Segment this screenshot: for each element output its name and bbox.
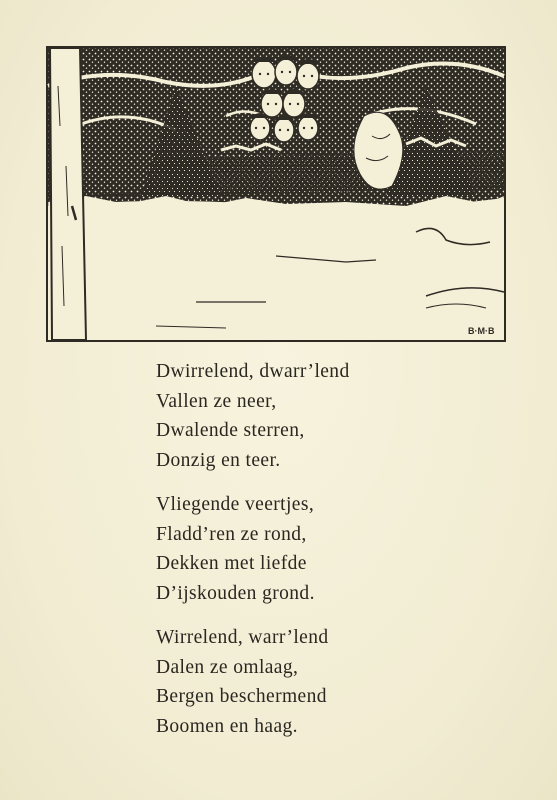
- stanza: [156, 357, 456, 475]
- stanza: [156, 623, 456, 741]
- poem-line: Bergen beschermend: [156, 686, 327, 707]
- winter-scene-illustration: [46, 46, 506, 342]
- artist-monogram: B·M·B: [468, 326, 495, 336]
- poem-line: Fladd’ren ze rond,: [156, 523, 307, 545]
- stanza: [156, 490, 456, 608]
- poem-line: Dekken met liefde: [156, 553, 307, 574]
- poem-line: Dwirrelend, dwarr’lend: [156, 361, 350, 382]
- poem-line: Dalen ze omlaag,: [156, 656, 299, 678]
- poem-line: Vliegende veertjes,: [156, 494, 315, 515]
- poem-line: Vallen ze neer,: [156, 390, 277, 412]
- poem-line: D’ijskouden grond.: [156, 582, 315, 604]
- poem-line: Wirrelend, warr’lend: [156, 627, 329, 648]
- poem-line: Boomen en haag.: [156, 715, 298, 737]
- poem-line: Dwalende sterren,: [156, 420, 305, 441]
- poem-line: Donzig en teer.: [156, 449, 281, 471]
- poem: [156, 357, 456, 741]
